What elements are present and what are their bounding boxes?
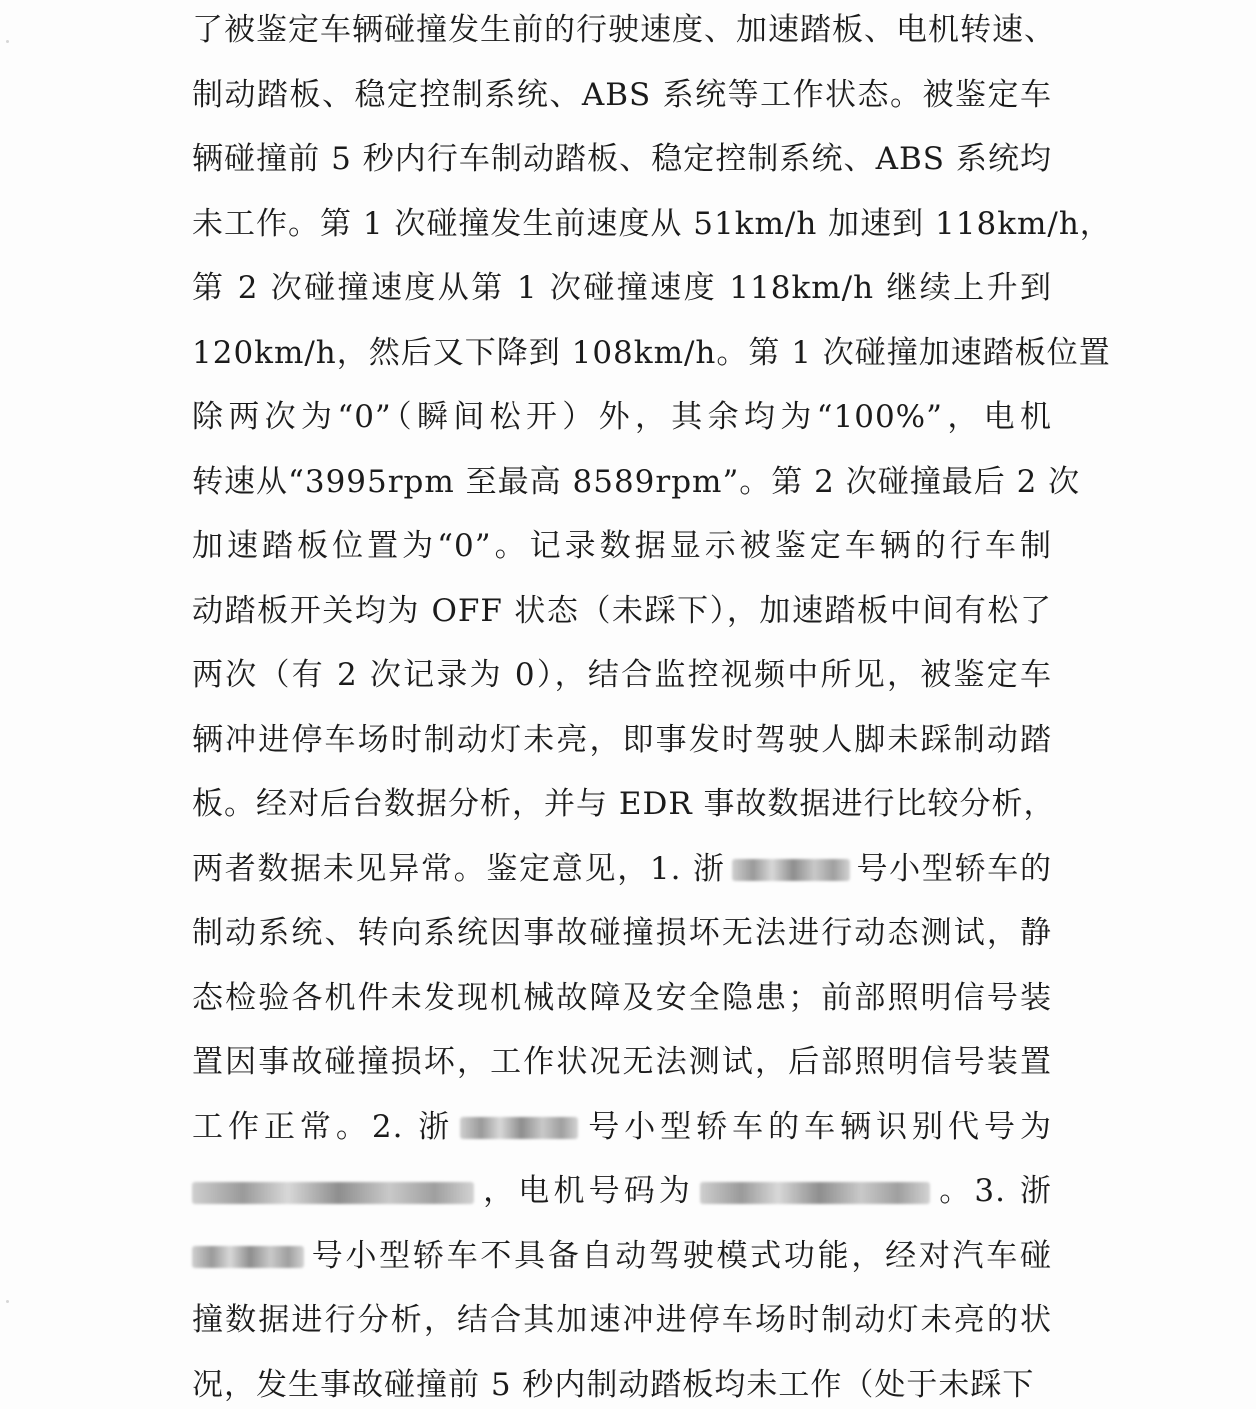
text-line: 况，发生事故碰撞前 5 秒内制动踏板均未工作（处于未踩下 [192,1361,1052,1425]
text-line [192,845,1052,910]
text-line: 加速踏板位置为“0”。记录数据显示被鉴定车辆的行车制 [192,522,1052,587]
text-line: 除两次为“0”（瞬间松开）外，其余均为“100%”，电机 [192,393,1052,458]
text-line: 120km/h，然后又下降到 108km/h。第 1 次碰撞加速踏板位置 [192,329,1052,394]
text-line: 置因事故碰撞损坏，工作状况无法测试，后部照明信号装置 [192,1038,1052,1103]
text-line: 动踏板开关均为 OFF 状态（未踩下），加速踏板中间有松了 [192,587,1052,652]
text-segment: ，电机号码为 [480,1173,694,1209]
redacted-plate [732,859,850,881]
text-line: 态检验各机件未发现机械故障及安全隐患；前部照明信号装 [192,974,1052,1039]
text-line: 制动系统、转向系统因事故碰撞损坏无法进行动态测试，静 [192,909,1052,974]
scan-speck [6,1300,9,1303]
text-segment: 两者数据未见异常。鉴定意见，1. 浙 [192,851,726,887]
text-line [192,1167,1052,1232]
text-segment: 工作正常。2. 浙 [192,1109,454,1145]
redacted-plate [460,1117,578,1139]
text-line [192,1103,1052,1168]
text-line: 辆碰撞前 5 秒内行车制动踏板、稳定控制系统、ABS 系统均 [192,135,1052,200]
text-line: 板。经对后台数据分析，并与 EDR 事故数据进行比较分析， [192,780,1052,845]
text-segment: 号小型轿车的 [856,851,1052,887]
text-segment: 。3. 浙 [936,1173,1052,1209]
scan-speck [6,40,9,43]
text-line: 未工作。第 1 次碰撞发生前速度从 51km/h 加速到 118km/h， [192,200,1052,265]
text-line: 辆冲进停车场时制动灯未亮，即事发时驾驶人脚未踩制动踏 [192,716,1052,781]
redacted-plate [192,1246,304,1268]
text-segment: 号小型轿车的车辆识别代号为 [584,1109,1052,1145]
text-line: 撞数据进行分析，结合其加速冲进停车场时制动灯未亮的状 [192,1296,1052,1361]
text-line [192,1232,1052,1297]
text-line: 第 2 次碰撞速度从第 1 次碰撞速度 118km/h 继续上升到 [192,264,1052,329]
text-line: 两次（有 2 次记录为 0），结合监控视频中所见，被鉴定车 [192,651,1052,716]
text-line: 了被鉴定车辆碰撞发生前的行驶速度、加速踏板、电机转速、 [192,6,1052,71]
text-segment: 号小型轿车不具备自动驾驶模式功能，经对汽车碰 [310,1238,1052,1274]
text-line: 转速从“3995rpm 至最高 8589rpm”。第 2 次碰撞最后 2 次 [192,458,1052,523]
text-line: 制动踏板、稳定控制系统、ABS 系统等工作状态。被鉴定车 [192,71,1052,136]
body-text [192,6,1052,1425]
redacted-vin [192,1182,474,1204]
redacted-motor-number [700,1182,930,1204]
